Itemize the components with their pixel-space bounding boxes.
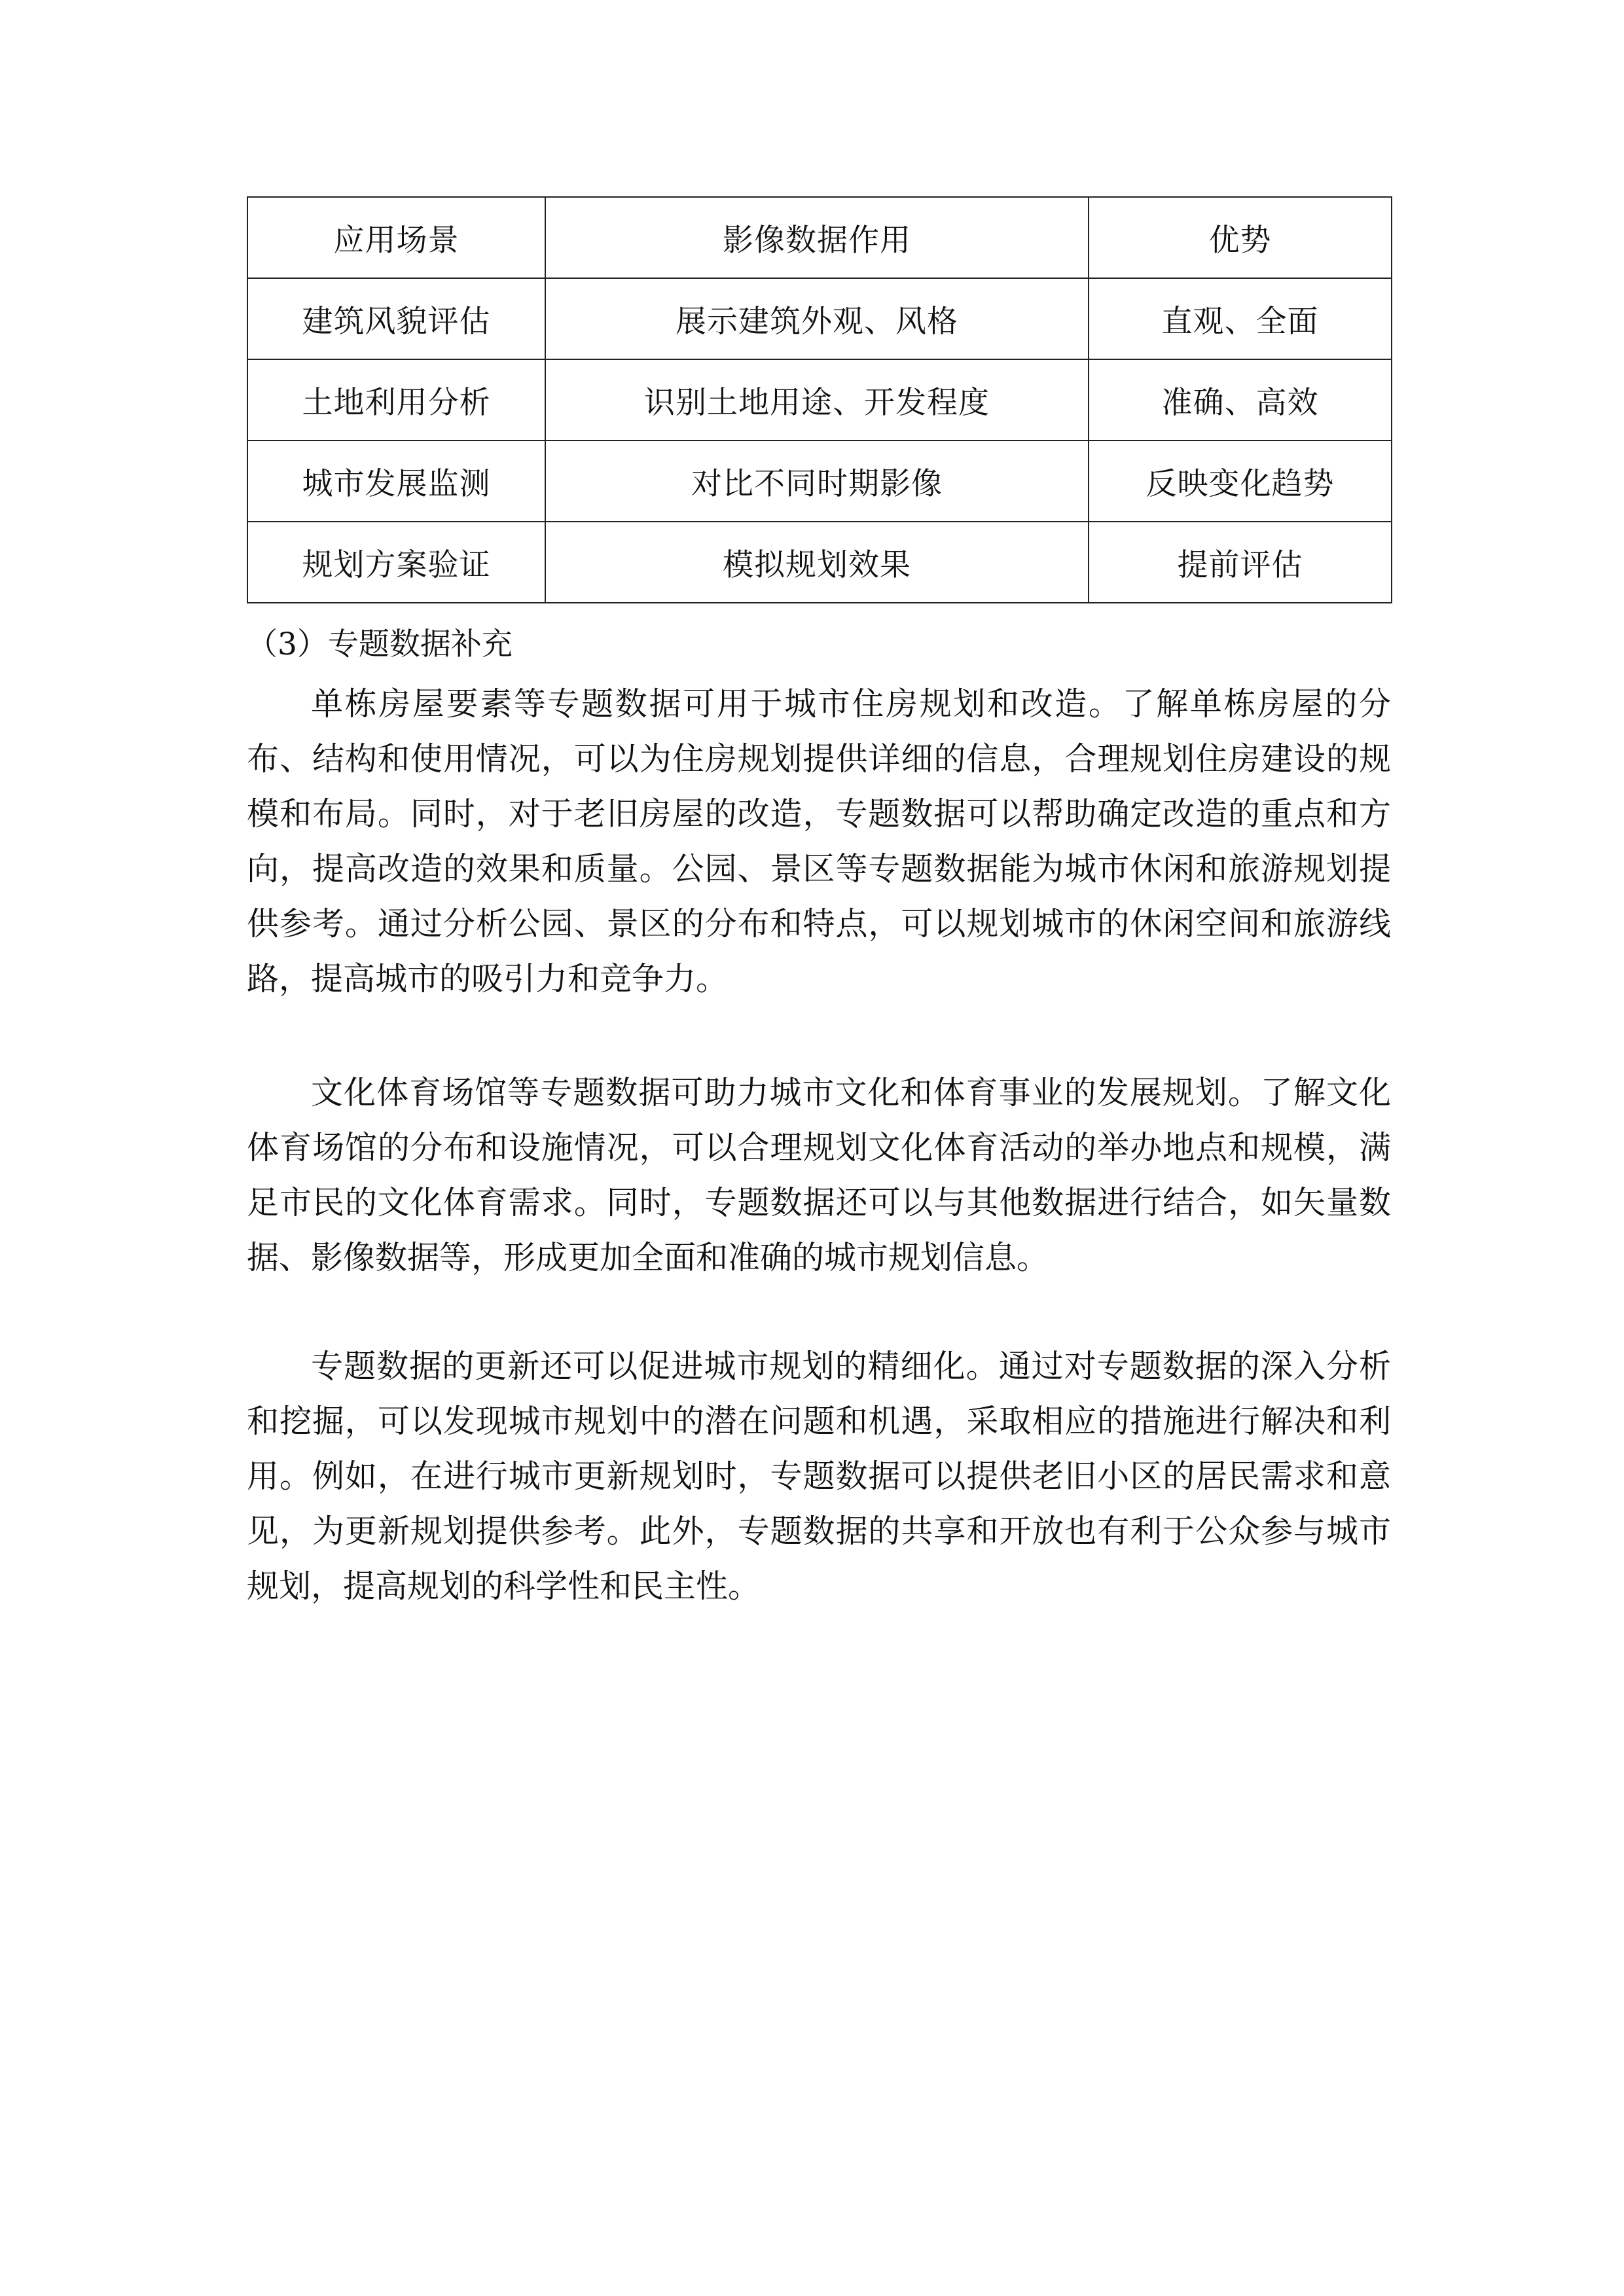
table-cell: 模拟规划效果 (545, 522, 1089, 603)
table-header-cell: 优势 (1089, 197, 1392, 278)
table-row (247, 522, 1392, 603)
table-cell: 城市发展监测 (247, 440, 545, 522)
body-paragraph: 专题数据的更新还可以促进城市规划的精细化。通过对专题数据的深入分析和挖掘，可以发现城市规划中的潜在问题和机遇，采取相应的措施进行解决和利用。例如，在进行城市更新规划时，专题数据可以提供老旧小区的居民需求和意见，为更新规划提供参考。此外，专题数据的共享和开放也有利于公众参与城市规划，提高规划的科学性和民主性。 (247, 1348, 1391, 1605)
table-cell: 土地利用分析 (247, 359, 545, 440)
table-row (247, 359, 1392, 440)
application-scenario-table (247, 196, 1392, 603)
table-header-cell: 影像数据作用 (545, 197, 1089, 278)
table-cell: 展示建筑外观、风格 (545, 278, 1089, 359)
table-cell: 直观、全面 (1089, 278, 1392, 359)
section-heading: （3）专题数据补充 (247, 626, 513, 662)
body-paragraph: 文化体育场馆等专题数据可助力城市文化和体育事业的发展规划。了解文化体育场馆的分布和设施情况，可以合理规划文化体育活动的举办地点和规模，满足市民的文化体育需求。同时，专题数据还可以与其他数据进行结合，如矢量数据、影像数据等，形成更加全面和准确的城市规划信息。 (247, 1074, 1391, 1276)
table-cell: 规划方案验证 (247, 522, 545, 603)
table-cell: 建筑风貌评估 (247, 278, 545, 359)
table-cell: 反映变化趋势 (1089, 440, 1392, 522)
table-row (247, 440, 1392, 522)
body-paragraph: 单栋房屋要素等专题数据可用于城市住房规划和改造。了解单栋房屋的分布、结构和使用情况，可以为住房规划提供详细的信息，合理规划住房建设的规模和布局。同时，对于老旧房屋的改造，专题数据可以帮助确定改造的重点和方向，提高改造的效果和质量。公园、景区等专题数据能为城市休闲和旅游规划提供参考。通过分析公园、景区的分布和特点，可以规划城市的休闲空间和旅游线路，提高城市的吸引力和竞争力。 (247, 685, 1391, 997)
table-header-row (247, 197, 1392, 278)
table-cell: 准确、高效 (1089, 359, 1392, 440)
table-cell: 识别土地用途、开发程度 (545, 359, 1089, 440)
table-row (247, 278, 1392, 359)
table-cell: 提前评估 (1089, 522, 1392, 603)
table-header-cell: 应用场景 (247, 197, 545, 278)
table-cell: 对比不同时期影像 (545, 440, 1089, 522)
